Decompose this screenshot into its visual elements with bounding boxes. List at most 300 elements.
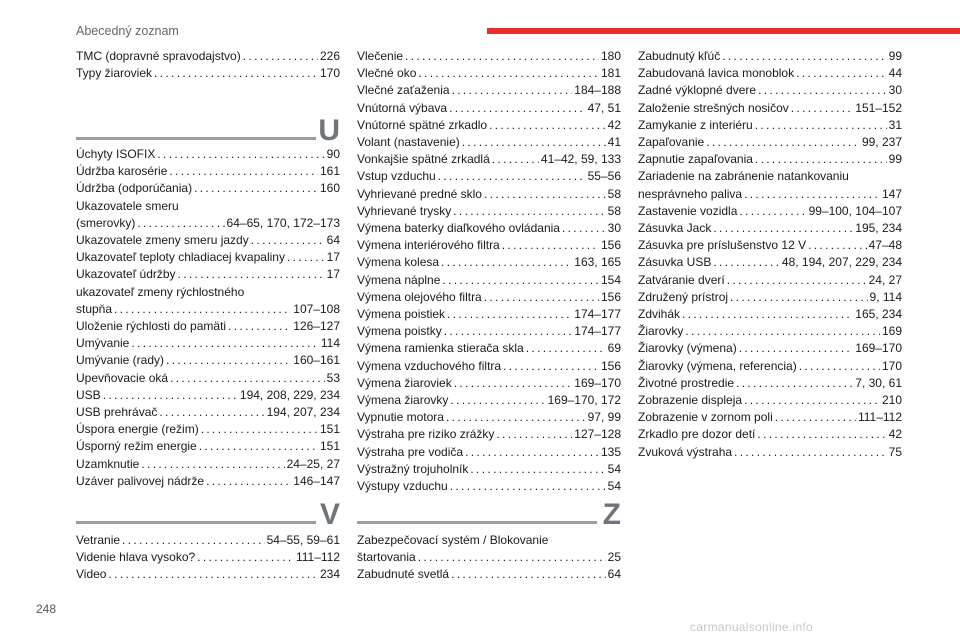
index-entry: [638, 220, 902, 237]
dot-leader: [447, 306, 572, 323]
index-entry-pages: 135: [600, 444, 621, 459]
index-entry-label: Výmena vzduchového filtra: [357, 358, 502, 373]
section-divider: [357, 521, 597, 524]
index-entry: [357, 134, 621, 151]
index-entry-pages: 210: [881, 393, 902, 408]
index-entry-pages: 54: [607, 479, 621, 494]
index-entry-pages: 54–55, 59–61: [266, 533, 340, 547]
index-entry: [76, 387, 340, 404]
index-entry-label: Upevňovacie oká: [76, 370, 169, 385]
index-list-z: [357, 532, 621, 584]
index-entry-label: Údržba (odporúčania): [76, 181, 193, 196]
dot-leader: [103, 387, 238, 404]
index-entry-pages: 160–161: [293, 353, 340, 368]
index-entry: [638, 323, 902, 340]
index-entry-label: Zásuvka USB: [638, 255, 712, 270]
index-entry: [638, 272, 902, 289]
index-entry-pages: 31: [888, 117, 902, 132]
index-entry-pages: 194, 207, 234: [266, 405, 340, 420]
index-entry-label-line1: Ukazovatele smeru: [76, 198, 179, 213]
index-entry-pages: 163, 165: [574, 255, 621, 270]
index-entry: [357, 117, 621, 134]
index-entry-label: Zastavenie vozidla: [638, 203, 738, 218]
index-entry-pages: 226: [319, 49, 340, 63]
index-entry: [357, 65, 621, 82]
page-header-title: Abecedný zoznam: [76, 24, 179, 38]
index-entry-label: Vlečenie: [357, 49, 404, 63]
dot-leader: [462, 134, 606, 151]
dot-leader: [141, 456, 284, 473]
index-entry-pages: 58: [607, 186, 621, 201]
dot-leader: [755, 117, 887, 134]
index-entry-pages: 195, 234: [855, 221, 902, 236]
index-entry-label: (smerovky): [76, 215, 136, 230]
index-entry: [76, 48, 340, 65]
index-entry-pages: 47, 51: [587, 100, 621, 115]
index-entry-label: Zapnutie zapaľovania: [638, 152, 753, 167]
index-entry-pages: 165, 234: [855, 307, 902, 322]
header-accent-bar: [487, 28, 960, 34]
index-entry: [638, 289, 902, 306]
index-entry-pages: 151: [319, 422, 340, 437]
index-entry-label: Zásuvka Jack: [638, 221, 712, 236]
index-entry-label: Uzamknutie: [76, 456, 140, 471]
dot-leader: [791, 100, 854, 117]
dot-leader: [451, 566, 606, 583]
index-entry-label: Uloženie rýchlosti do pamäti: [76, 319, 227, 334]
dot-leader: [775, 409, 856, 426]
index-entry-pages: 69: [607, 341, 621, 356]
index-entry: [76, 352, 340, 369]
dot-leader: [736, 375, 853, 392]
index-entry-label: Ukazovatele zmeny smeru jazdy: [76, 233, 249, 248]
index-entry: [76, 335, 340, 352]
index-entry-label: Výstraha pre riziko zrážky: [357, 427, 495, 442]
section-letter: V: [319, 498, 340, 531]
index-entry-pages: 156: [600, 238, 621, 253]
index-entry-pages: 156: [600, 289, 621, 304]
index-entry-label: Zrkadlo pre dozor detí: [638, 427, 756, 442]
dot-leader: [131, 335, 319, 352]
dot-leader: [744, 392, 880, 409]
dot-leader: [502, 237, 599, 254]
index-entry: [76, 370, 340, 387]
dot-leader: [446, 409, 586, 426]
index-entry: [357, 532, 621, 566]
index-entry: [357, 289, 621, 306]
index-entry-pages: 151–152: [855, 100, 902, 115]
index-column-2: [357, 48, 621, 495]
dot-leader: [744, 186, 880, 203]
dot-leader: [526, 340, 606, 357]
dot-leader: [438, 168, 586, 185]
dot-leader: [444, 323, 573, 340]
index-entry-pages: 147: [881, 186, 902, 201]
index-entry-pages: 169: [881, 324, 902, 339]
dot-leader: [418, 549, 606, 566]
dot-leader: [169, 163, 318, 180]
index-entry-pages: 7, 30, 61: [855, 375, 902, 390]
section-header-u: [76, 108, 340, 146]
index-entry-pages: 30: [607, 221, 621, 236]
index-entry-pages: 114: [320, 336, 340, 351]
index-entry: [357, 186, 621, 203]
index-entry-pages: 17: [326, 250, 340, 265]
index-entry: [76, 65, 340, 82]
index-entry-pages: 99: [888, 49, 902, 63]
index-entry-pages: 156: [600, 358, 621, 373]
index-entry: [357, 203, 621, 220]
index-entry-label: Výmena baterky diaľkového ovládania: [357, 221, 560, 236]
index-entry-label: Zapaľovanie: [638, 135, 705, 150]
index-list-u: [76, 146, 340, 490]
index-entry-pages: 170: [881, 358, 902, 373]
index-entry-label: Úspora energie (režim): [76, 422, 199, 437]
dot-leader: [452, 82, 573, 99]
dot-leader: [418, 65, 599, 82]
index-entry-pages: 99: [888, 152, 902, 167]
dot-leader: [734, 444, 887, 461]
index-entry-pages: 99, 237: [861, 135, 902, 150]
index-entry: [357, 237, 621, 254]
dot-leader: [685, 323, 880, 340]
index-entry-pages: 169–170: [574, 375, 621, 390]
index-entry: [357, 426, 621, 443]
index-entry-label: stupňa: [76, 301, 113, 316]
index-entry-label: Umývanie: [76, 336, 130, 351]
index-entry: [357, 566, 621, 583]
dot-leader: [170, 370, 325, 387]
dot-leader: [441, 254, 572, 271]
dot-leader: [442, 272, 599, 289]
dot-leader: [713, 220, 853, 237]
index-entry: [76, 532, 340, 549]
index-entry-pages: 234: [319, 567, 340, 582]
watermark: carmanualsonline.info: [690, 620, 814, 634]
index-entry-label-line1: ukazovateľ zmeny rýchlostného: [76, 284, 245, 299]
index-entry: [638, 358, 902, 375]
index-entry: [76, 456, 340, 473]
dot-leader: [470, 461, 605, 478]
index-entry-label: Úchyty ISOFIX: [76, 147, 156, 161]
index-entry-pages: 146–147: [293, 473, 340, 488]
dot-leader: [287, 249, 325, 266]
index-entry-label: Výstraha pre vodiča: [357, 444, 464, 459]
index-entry: [638, 82, 902, 99]
index-entry: [357, 48, 621, 65]
index-entry: [357, 254, 621, 271]
index-entry-label: Vlečné oko: [357, 66, 417, 81]
index-entry: [357, 220, 621, 237]
index-entry: [357, 375, 621, 392]
index-entry: [357, 272, 621, 289]
index-entry-pages: 75: [888, 444, 902, 459]
index-entry-pages: 111–112: [857, 410, 902, 425]
dot-leader: [228, 318, 291, 335]
dot-leader: [758, 82, 887, 99]
index-entry-pages: 64: [607, 567, 621, 582]
index-entry-label: Ukazovateľ teploty chladiacej kvapaliny: [76, 250, 285, 265]
index-entry-pages: 42: [888, 427, 902, 442]
dot-leader: [739, 340, 854, 357]
index-entry-pages: 25: [607, 550, 621, 565]
index-entry-pages: 181: [600, 66, 621, 81]
index-entry: [638, 237, 902, 254]
index-entry-pages: 184–188: [574, 83, 621, 98]
index-entry-pages: 24, 27: [868, 272, 902, 287]
dot-leader: [682, 306, 853, 323]
index-entry-pages: 174–177: [574, 307, 621, 322]
index-entry-label: Životné prostredie: [638, 375, 735, 390]
index-entry: [638, 117, 902, 134]
index-entry-label: Vlečné zaťaženia: [357, 83, 450, 98]
index-entry-pages: 64–65, 170, 172–173: [226, 215, 340, 230]
index-entry-label: Výmena kolesa: [357, 255, 440, 270]
index-entry-label: Zabudnutý kľúč: [638, 49, 721, 63]
index-entry-label: TMC (dopravné spravodajstvo): [76, 49, 241, 63]
index-column-3: [638, 48, 902, 461]
index-entry-label: Zatváranie dverí: [638, 272, 725, 287]
index-entry: [357, 409, 621, 426]
index-entry: [638, 100, 902, 117]
index-entry-pages: 170: [319, 66, 340, 81]
index-entry-label: Vstup vzduchu: [357, 169, 436, 184]
section-letter: Z: [602, 498, 621, 531]
index-entry-pages: 169–170, 172: [547, 393, 621, 408]
dot-leader: [727, 272, 867, 289]
index-entry-label-line1: Zariadenie na zabránenie natankovaniu: [638, 169, 849, 184]
index-entry-pages: 97, 99: [587, 410, 621, 425]
index-entry: [76, 404, 340, 421]
index-entry-pages: 55–56: [587, 169, 621, 184]
index-entry-label: Videnie hlava vysoko?: [76, 550, 196, 565]
index-entry-pages: 58: [607, 203, 621, 218]
index-entry-label: Údržba karosérie: [76, 164, 168, 179]
dot-leader: [713, 254, 780, 271]
index-entry: [76, 473, 340, 490]
index-entry-pages: 90: [326, 147, 340, 161]
index-entry-pages: 53: [326, 370, 340, 385]
dot-leader: [757, 426, 886, 443]
index-entry-label: Výstražný trojuholník: [357, 461, 469, 476]
index-entry-pages: 44: [888, 66, 902, 81]
index-entry-label: Zásuvka pre príslušenstvo 12 V: [638, 238, 807, 253]
index-entry-label-line1: Zabezpečovací systém / Blokovanie: [357, 533, 549, 547]
dot-leader: [739, 203, 806, 220]
index-entry-label: Výmena poistky: [357, 324, 442, 339]
index-entry-label: Vonkajšie spätné zrkadlá: [357, 152, 490, 167]
index-entry-label: USB: [76, 387, 101, 402]
index-entry-label: Typy žiaroviek: [76, 66, 153, 81]
dot-leader: [492, 151, 539, 168]
index-entry: [76, 266, 340, 283]
index-entry-label: Zdvihák: [638, 307, 681, 322]
index-entry-label: Vypnutie motora: [357, 410, 444, 425]
index-entry: [357, 306, 621, 323]
section-divider: [76, 137, 316, 140]
index-entry: [357, 168, 621, 185]
dot-leader: [722, 48, 886, 65]
index-entry-label: Vnútorné spätné zrkadlo: [357, 117, 488, 132]
index-entry: [76, 438, 340, 455]
index-entry-label: Zobrazenie v zornom poli: [638, 410, 773, 425]
index-entry-pages: 41: [607, 135, 621, 150]
dot-leader: [137, 215, 224, 232]
dot-leader: [154, 65, 318, 82]
index-entry-pages: 151: [319, 439, 340, 454]
dot-leader: [465, 444, 599, 461]
dot-leader: [166, 352, 291, 369]
index-entry: [76, 421, 340, 438]
dot-leader: [251, 232, 325, 249]
index-entry-label: Vyhrievané trysky: [357, 203, 452, 218]
index-entry-label: Výmena poistiek: [357, 307, 446, 322]
index-entry-label: Založenie strešných nosičov: [638, 100, 789, 115]
index-entry: [357, 151, 621, 168]
index-entry-label: Umývanie (rady): [76, 353, 165, 368]
index-entry: [357, 100, 621, 117]
index-entry-label: Výstupy vzduchu: [357, 479, 448, 494]
index-entry: [638, 444, 902, 461]
index-entry: [76, 163, 340, 180]
section-divider: [76, 521, 316, 524]
dot-leader: [808, 237, 867, 254]
index-entry-label: Ukazovateľ údržby: [76, 267, 176, 282]
index-entry-label: Výmena žiaroviek: [357, 375, 452, 390]
index-entry-label: Úsporný režim energie: [76, 439, 197, 454]
index-list-v: [76, 532, 340, 584]
index-entry-label: Zadné výklopné dvere: [638, 83, 757, 98]
index-entry-pages: 160: [319, 181, 340, 196]
index-entry-label: nesprávneho paliva: [638, 186, 743, 201]
index-entry-label: Výmena žiarovky: [357, 393, 449, 408]
index-entry: [638, 48, 902, 65]
index-entry-label: Zobrazenie displeja: [638, 393, 743, 408]
dot-leader: [197, 549, 294, 566]
dot-leader: [796, 65, 887, 82]
index-entry: [76, 318, 340, 335]
dot-leader: [194, 180, 318, 197]
dot-leader: [159, 404, 264, 421]
index-entry-pages: 169–170: [855, 341, 902, 356]
section-header-v: [76, 492, 340, 530]
index-entry-pages: 41–42, 59, 133: [540, 152, 621, 167]
index-entry: [76, 180, 340, 197]
index-entry-pages: 64: [326, 233, 340, 248]
dot-leader: [405, 48, 599, 65]
index-column-1-top: [76, 48, 340, 82]
index-entry: [357, 358, 621, 375]
index-entry-label: Výmena olejového filtra: [357, 289, 482, 304]
index-entry-label: Výmena ramienka stierača skla: [357, 341, 524, 356]
index-entry-pages: 161: [319, 164, 340, 179]
dot-leader: [122, 532, 265, 549]
index-entry-pages: 99–100, 104–107: [808, 203, 902, 218]
dot-leader: [489, 117, 606, 134]
index-entry: [357, 392, 621, 409]
dot-leader: [706, 134, 860, 151]
index-entry: [76, 249, 340, 266]
dot-leader: [201, 421, 318, 438]
index-entry-label: Zabudnuté svetlá: [357, 567, 450, 582]
index-entry: [76, 146, 340, 163]
index-entry-pages: 174–177: [574, 324, 621, 339]
index-entry-label: Video: [76, 567, 107, 582]
dot-leader: [503, 358, 599, 375]
index-entry: [638, 306, 902, 323]
index-entry: [638, 254, 902, 271]
index-entry-pages: 111–112: [295, 550, 340, 565]
index-entry-pages: 24–25, 27: [286, 456, 340, 471]
dot-leader: [755, 151, 887, 168]
dot-leader: [496, 426, 572, 443]
index-entry: [638, 340, 902, 357]
index-entry-pages: 154: [600, 272, 621, 287]
index-entry-pages: 47–48: [868, 238, 902, 253]
index-entry: [638, 65, 902, 82]
index-entry-pages: 54: [607, 461, 621, 476]
index-entry: [76, 284, 340, 318]
dot-leader: [799, 358, 880, 375]
index-entry-pages: 107–108: [293, 301, 340, 316]
index-entry: [638, 392, 902, 409]
index-entry: [638, 409, 902, 426]
dot-leader: [453, 203, 605, 220]
index-entry-pages: 194, 208, 229, 234: [239, 387, 340, 402]
section-letter: U: [318, 114, 340, 147]
dot-leader: [454, 375, 573, 392]
index-entry: [638, 168, 902, 202]
index-entry-label: Zvuková výstraha: [638, 444, 733, 459]
dot-leader: [484, 289, 599, 306]
index-entry-pages: 180: [600, 49, 621, 63]
dot-leader: [108, 566, 317, 583]
section-header-z: [357, 492, 621, 530]
index-entry-pages: 126–127: [293, 319, 340, 334]
index-entry: [76, 549, 340, 566]
index-entry-label: Vnútorná výbava: [357, 100, 448, 115]
dot-leader: [114, 301, 291, 318]
dot-leader: [449, 100, 586, 117]
index-entry-pages: 42: [607, 117, 621, 132]
index-entry-label: štartovania: [357, 550, 416, 565]
index-entry-label: Uzáver palivovej nádrže: [76, 473, 205, 488]
index-entry-pages: 9, 114: [869, 289, 902, 304]
index-entry-label: Volant (nastavenie): [357, 135, 460, 150]
index-entry-label: Zabudovaná lavica monoblok: [638, 66, 795, 81]
index-entry-label: USB prehrávač: [76, 405, 158, 420]
index-entry-label: Žiarovky: [638, 324, 684, 339]
index-entry: [357, 323, 621, 340]
index-entry: [76, 566, 340, 583]
index-entry-label: Združený prístroj: [638, 289, 729, 304]
dot-leader: [199, 438, 318, 455]
index-entry: [357, 82, 621, 99]
index-entry-label: Vyhrievané predné sklo: [357, 186, 482, 201]
page-number: 248: [36, 602, 57, 616]
index-entry-label: Vetranie: [76, 533, 121, 547]
dot-leader: [484, 186, 606, 203]
index-entry-label: Výmena náplne: [357, 272, 441, 287]
index-entry: [638, 151, 902, 168]
dot-leader: [562, 220, 606, 237]
index-entry: [76, 198, 340, 232]
index-entry-label: Zamykanie z interiéru: [638, 117, 753, 132]
index-entry-pages: 17: [326, 267, 340, 282]
index-entry: [638, 134, 902, 151]
index-entry-pages: 48, 194, 207, 229, 234: [781, 255, 902, 270]
index-entry: [76, 232, 340, 249]
